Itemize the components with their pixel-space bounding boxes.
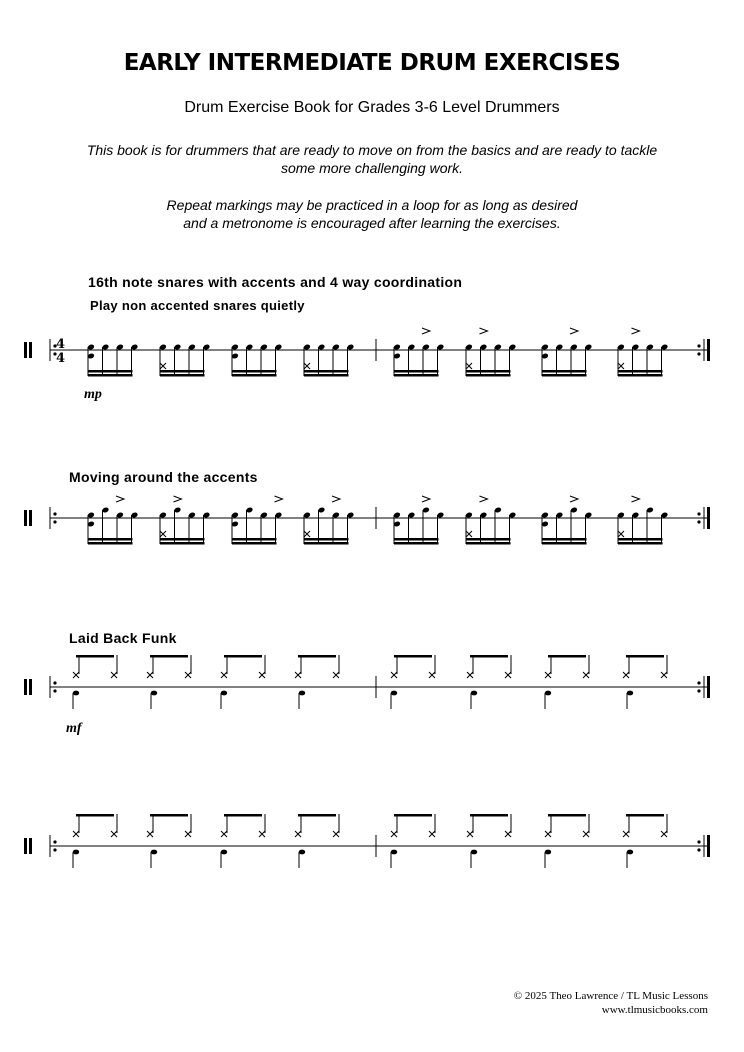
beam [618,374,663,377]
percussion-clef [24,342,27,358]
repeat-dot [697,520,700,523]
accent-mark [480,496,488,502]
repeat-dot [697,840,700,843]
beam [542,538,587,541]
accent-mark [275,496,283,502]
percussion-clef [29,679,32,695]
beam [298,814,336,817]
hihat-note [185,672,191,678]
beam [542,374,587,377]
hihat-note [73,831,79,837]
beam [618,538,663,541]
beam [160,538,205,541]
hihat-note [583,672,589,678]
hihat-foot-note [160,363,166,369]
kick-note [73,850,79,855]
accent-mark [480,328,488,334]
page-subtitle: Drum Exercise Book for Grades 3-6 Level Drummers [184,99,560,116]
hihat-foot-note [160,531,166,537]
beam [304,542,349,545]
kick-note [299,850,305,855]
section-title-laid-back-funk: Laid Back Funk [69,630,177,646]
beam [88,542,133,545]
kick-note [221,850,227,855]
accent-mark [422,496,430,502]
accent-mark [632,328,640,334]
hihat-note [259,672,265,678]
hihat-note [505,831,511,837]
beam [150,655,188,658]
kick-note [299,691,305,696]
hihat-note [111,831,117,837]
accent-mark [174,496,182,502]
hihat-note [221,831,227,837]
hihat-note [391,831,397,837]
beam [618,370,663,373]
intro-line: some more challenging work. [280,160,464,176]
beam [394,370,439,373]
beam [542,370,587,373]
dynamic-marking-mf: mf [66,721,82,736]
hihat-note [429,672,435,678]
hihat-note [623,831,629,837]
hihat-note [545,672,551,678]
accent-mark [116,496,124,502]
final-barline [707,339,710,361]
hihat-note [185,831,191,837]
kick-note [545,691,551,696]
beam [626,655,664,658]
copyright-line: © 2025 Theo Lawrence / TL Music Lessons [513,990,708,1002]
beam [618,542,663,545]
hihat-foot-note [304,363,310,369]
intro-line: Repeat markings may be practiced in a loop for as long as desired [166,197,578,213]
hihat-note [147,672,153,678]
kick-note [627,691,633,696]
dynamic-marking-mp: mp [84,387,102,402]
kick-note [391,691,397,696]
kick-note [471,850,477,855]
hihat-note [661,831,667,837]
kick-note [471,691,477,696]
final-barline [707,835,710,857]
repeat-dot [53,848,56,851]
final-barline [707,507,710,529]
beam [232,370,277,373]
staff-system-3 [24,655,710,709]
percussion-clef [29,510,32,526]
repeat-dot [697,681,700,684]
percussion-clef [29,838,32,854]
hihat-note [73,672,79,678]
section-subtitle-play-quietly: Play non accented snares quietly [90,298,305,313]
beam [298,655,336,658]
hihat-note [259,831,265,837]
staff-system-2 [24,496,710,545]
repeat-dot [697,352,700,355]
kick-note [545,850,551,855]
hihat-note [333,672,339,678]
beam [160,542,205,545]
beam [232,374,277,377]
beam [394,538,439,541]
beam [548,814,586,817]
hihat-note [467,831,473,837]
beam [548,655,586,658]
beam [88,370,133,373]
hihat-foot-note [304,531,310,537]
staff-system-4 [24,814,710,868]
repeat-dot [697,848,700,851]
section-title-moving-accents: Moving around the accents [69,469,258,485]
hihat-note [467,672,473,678]
kick-note [221,691,227,696]
hihat-note [429,831,435,837]
hihat-note [221,672,227,678]
beam [470,655,508,658]
intro-line: and a metronome is encouraged after learning the exercises. [183,215,561,231]
hihat-foot-note [466,363,472,369]
beam [394,374,439,377]
repeat-dot [53,520,56,523]
repeat-dot [53,689,56,692]
kick-note [151,691,157,696]
beam [88,374,133,377]
beam [224,655,262,658]
beam [232,538,277,541]
beam [470,814,508,817]
beam [394,814,432,817]
section-title-16th-snares: 16th note snares with accents and 4 way coordination [88,274,463,290]
beam [160,374,205,377]
beam [76,814,114,817]
beam [224,814,262,817]
beam [626,814,664,817]
beam [304,374,349,377]
accent-mark [632,496,640,502]
repeat-dot [697,512,700,515]
hihat-foot-note [466,531,472,537]
time-signature-bottom: 4 [56,351,66,366]
beam [150,814,188,817]
kick-note [151,850,157,855]
page-title: EARLY INTERMEDIATE DRUM EXERCISES [123,50,621,76]
beam [304,538,349,541]
percussion-clef [24,510,27,526]
beam [160,370,205,373]
beam [466,370,511,373]
accent-mark [570,328,578,334]
repeat-dot [697,689,700,692]
beam [88,538,133,541]
beam [76,655,114,658]
hihat-note [505,672,511,678]
beam [466,542,511,545]
hihat-note [661,672,667,678]
repeat-dot [697,344,700,347]
hihat-foot-note [618,363,624,369]
staff-system-1 [24,328,710,377]
time-signature-top: 4 [56,337,66,352]
percussion-clef [29,342,32,358]
accent-mark [422,328,430,334]
intro-line: This book is for drummers that are ready to move on from the basics and are ready to tackle [86,142,658,158]
beam [394,655,432,658]
accent-mark [570,496,578,502]
hihat-note [295,672,301,678]
repeat-dot [53,681,56,684]
final-barline [707,676,710,698]
hihat-note [333,831,339,837]
website-line: www.tlmusicbooks.com [601,1004,708,1016]
beam [394,542,439,545]
kick-note [627,850,633,855]
hihat-note [623,672,629,678]
repeat-dot [53,840,56,843]
beam [232,542,277,545]
kick-note [391,850,397,855]
beam [542,542,587,545]
beam [304,370,349,373]
beam [466,374,511,377]
hihat-note [545,831,551,837]
repeat-dot [53,512,56,515]
hihat-foot-note [618,531,624,537]
percussion-clef [24,679,27,695]
beam [466,538,511,541]
hihat-note [391,672,397,678]
hihat-note [295,831,301,837]
accent-mark [332,496,340,502]
hihat-note [583,831,589,837]
hihat-note [111,672,117,678]
copyright-footer [514,989,708,1017]
percussion-clef [24,838,27,854]
hihat-note [147,831,153,837]
kick-note [73,691,79,696]
